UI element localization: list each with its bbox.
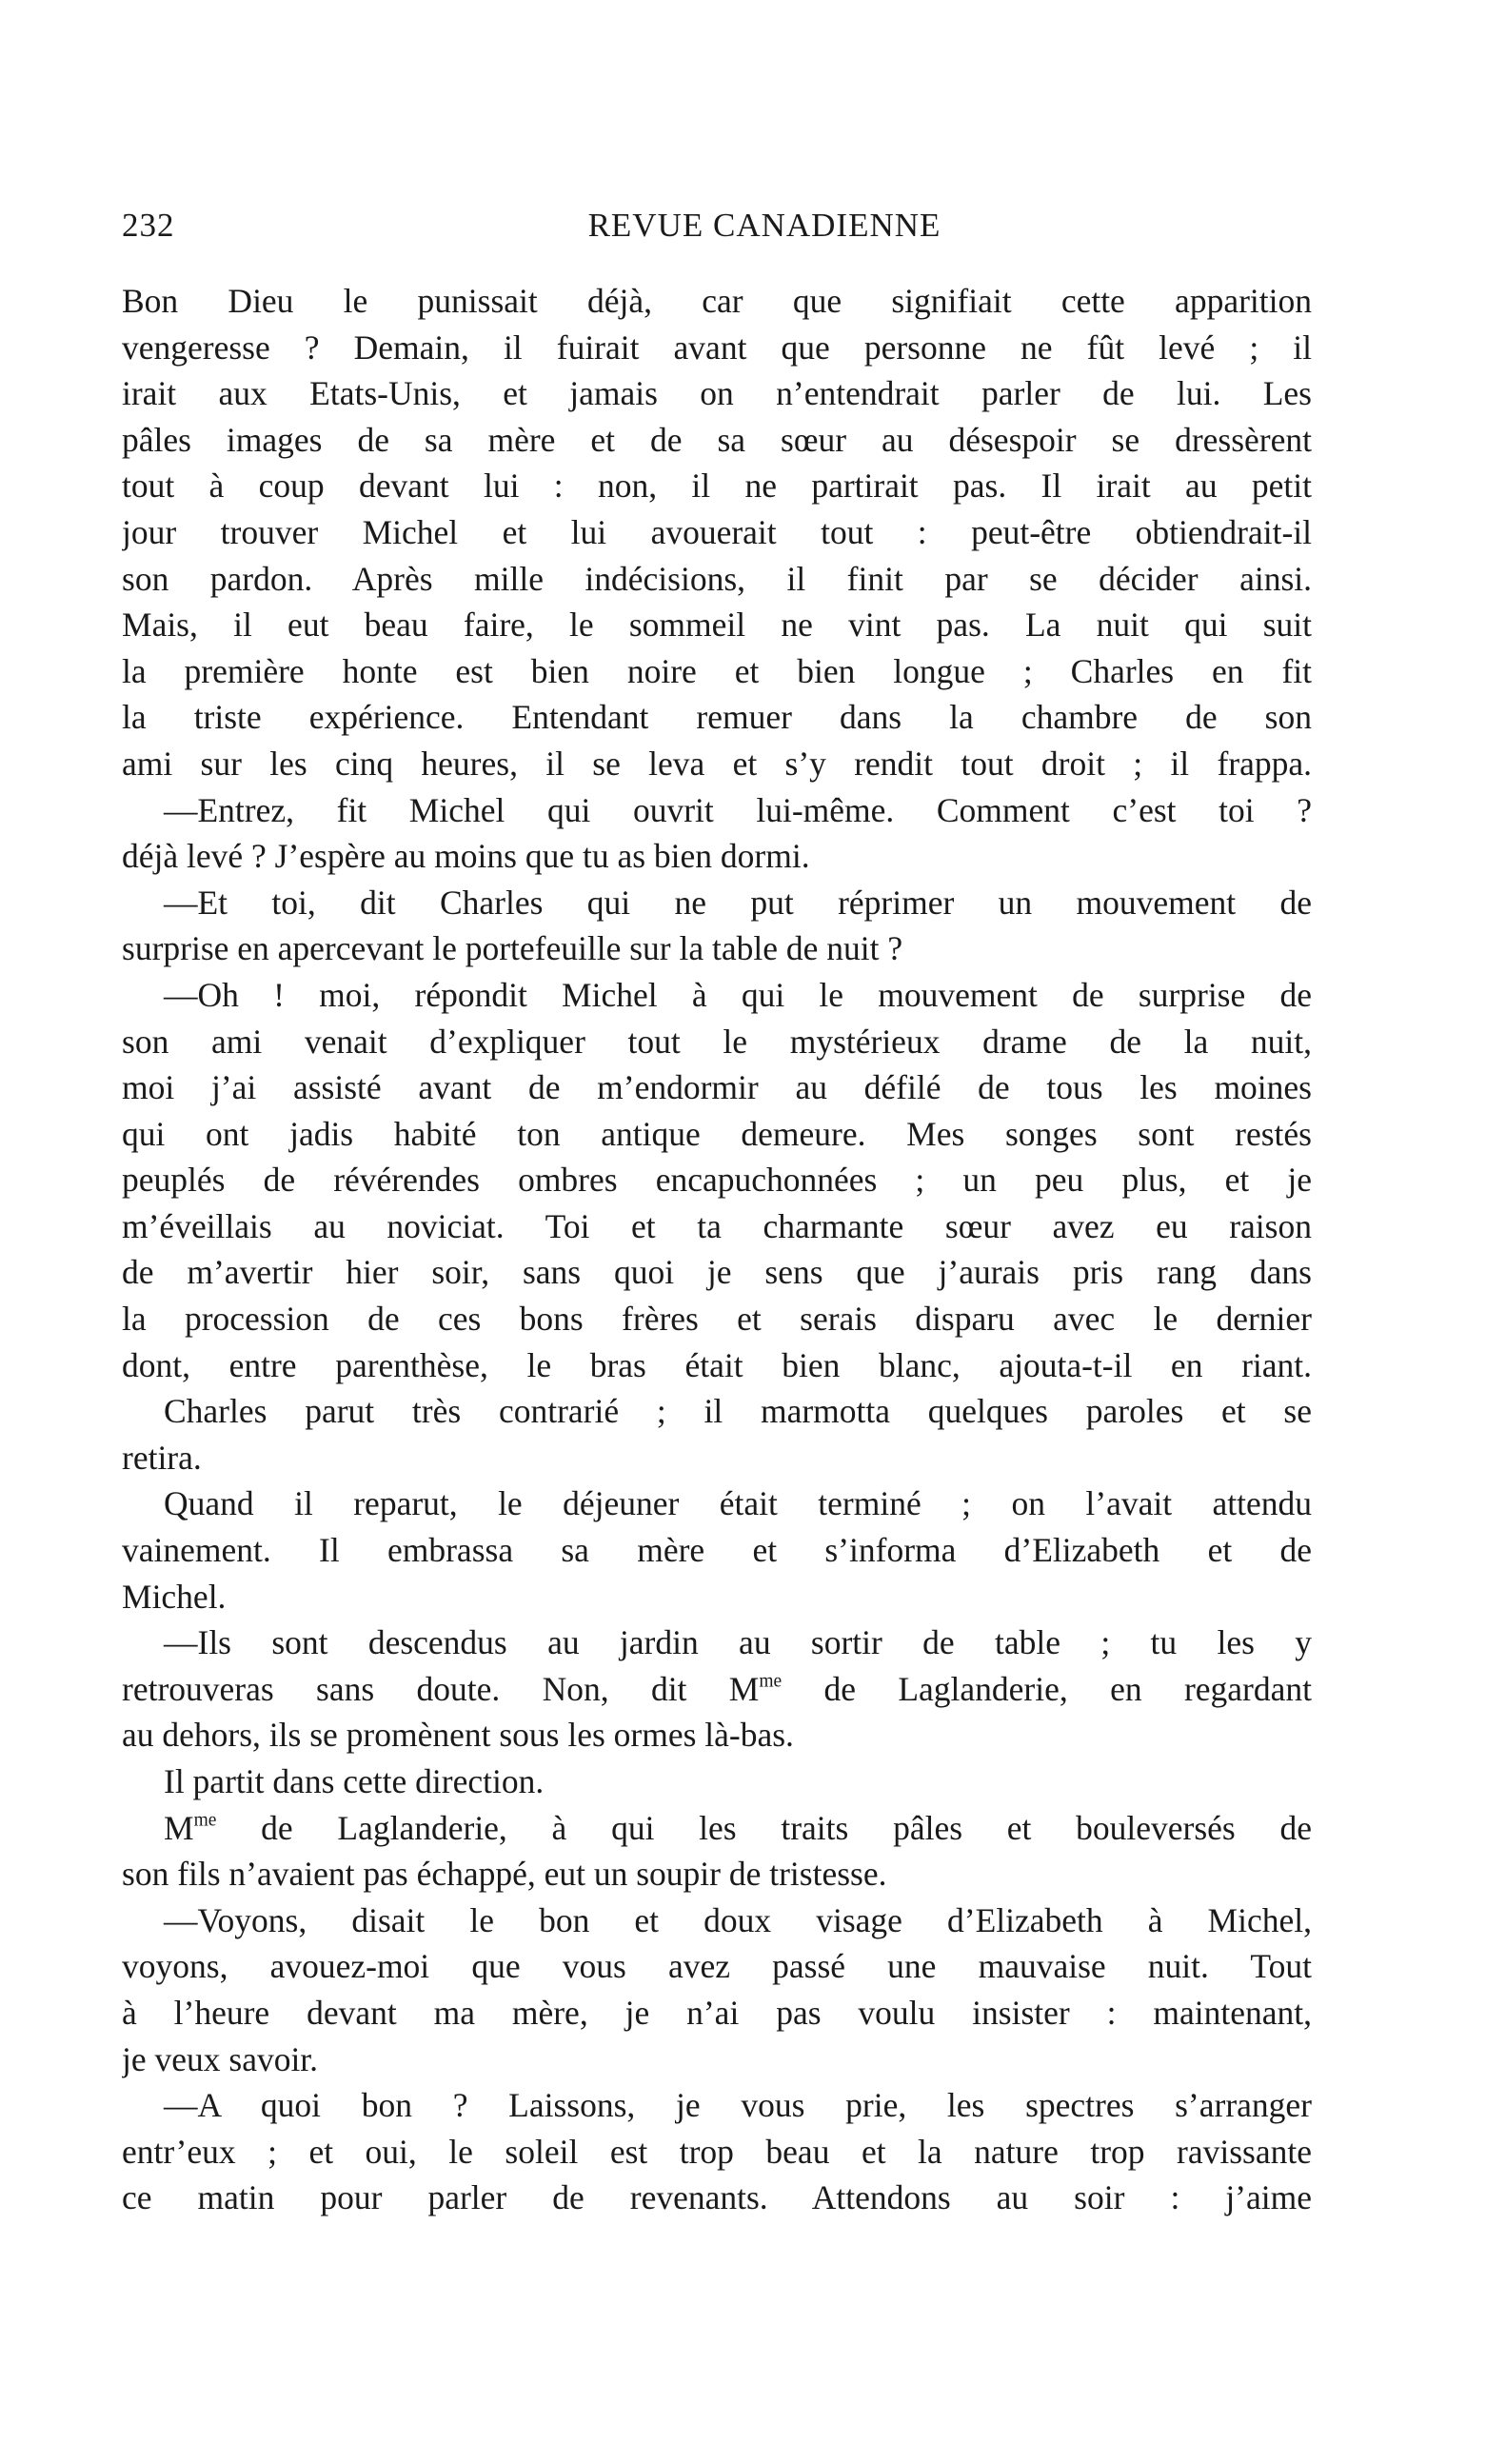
text-line: de m’avertir hier soir, sans quoi je sens que j’aurais pris rang dans [122,1253,1312,1292]
text-line: Mais, il eut beau faire, le sommeil ne vint pas. La nuit qui suit [122,606,1312,645]
text-line: la triste expérience. Entendant remuer dans la chambre de son [122,698,1312,737]
text-line: retira. [122,1438,202,1477]
body-text [122,278,1312,2221]
text-line: —Ils sont descendus au jardin au sortir de table ; tu les y [164,1623,1312,1662]
text-line: —Entrez, fit Michel qui ouvrit lui-même. Comment c’est toi ? [164,790,1312,829]
text-segment: de Laglanderie, en regardant [782,1669,1312,1708]
text-line: m’éveillais au noviciat. Toi et ta charmante sœur avez eu raison [122,1206,1312,1245]
text-line: au dehors, ils se promènent sous les ormes là-bas. [122,1716,794,1755]
text-line: la première honte est bien noire et bien longue ; Charles en fit [122,651,1312,690]
text-segment: de Laglanderie, à qui les traits pâles et bouleversés de [216,1808,1312,1847]
text-line [122,1805,1312,1852]
text-line: son pardon. Après mille indécisions, il finit par se décider ainsi. [122,559,1312,598]
text-line: dont, entre parenthèse, le bras était bien blanc, ajouta-t-il en riant. [122,1345,1312,1384]
text-line: tout à coup devant lui : non, il ne partirait pas. Il irait au petit [122,467,1312,506]
text-line: ce matin pour parler de revenants. Attendons au soir : j’aime [122,2178,1312,2217]
text-line: Bon Dieu le punissait déjà, car que signifiait cette apparition [122,282,1312,320]
text-line: entr’eux ; et oui, le soleil est trop beau et la nature trop ravissante [122,2132,1312,2171]
journal-title: REVUE CANADIENNE [587,207,941,244]
text-line: son ami venait d’expliquer tout le mystérieux drame de la nuit, [122,1022,1312,1061]
text-line: qui ont jadis habité ton antique demeure. Mes songes sont restés [122,1114,1312,1153]
text-line: pâles images de sa mère et de sa sœur au désespoir se dressèrent [122,420,1312,459]
text-line: voyons, avouez-moi que vous avez passé une mauvaise nuit. Tout [122,1947,1312,1986]
text-line: irait aux Etats-Unis, et jamais on n’entendrait parler de lui. Les [122,374,1312,413]
text-line: vainement. Il embrassa sa mère et s’informa d’Elizabeth et de [122,1531,1312,1570]
text-line: jour trouver Michel et lui avouerait tout : peut-être obtiendrait-il [122,512,1312,551]
superscript-abbreviation: me [193,1809,217,1830]
text-segment: retrouveras sans doute. Non, dit M [122,1669,760,1708]
text-line: Charles parut très contrarié ; il marmotta quelques paroles et se [164,1392,1312,1431]
text-line: déjà levé ? J’espère au moins que tu as bien dormi. [122,837,810,876]
text-line: Il partit dans cette direction. [164,1762,545,1800]
text-line: son fils n’avaient pas échappé, eut un soupir de tristesse. [122,1855,887,1894]
text-line: Michel. [122,1577,227,1616]
superscript-abbreviation: me [759,1671,783,1692]
running-head [122,202,1312,249]
text-line: vengeresse ? Demain, il fuirait avant que personne ne fût levé ; il [122,328,1312,367]
text-line: ami sur les cinq heures, il se leva et s’y rendit tout droit ; il frappa. [122,744,1312,783]
text-line: Quand il reparut, le déjeuner était terminé ; on l’avait attendu [164,1484,1312,1523]
text-segment: M [164,1808,194,1847]
text-line: la procession de ces bons frères et serais disparu avec le dernier [122,1300,1312,1339]
text-line: —A quoi bon ? Laissons, je vous prie, les spectres s’arranger [164,2086,1312,2125]
text-line: moi j’ai assisté avant de m’endormir au défilé de tous les moines [122,1068,1312,1107]
text-line: —Et toi, dit Charles qui ne put réprimer un mouvement de [164,883,1312,922]
text-line [122,1666,1312,1713]
text-line: je veux savoir. [122,2039,319,2078]
page-number: 232 [122,207,175,244]
text-line: peuplés de révérendes ombres encapuchonnées ; un peu plus, et je [122,1161,1312,1200]
text-line: —Voyons, disait le bon et doux visage d’Elizabeth à Michel, [164,1900,1312,1939]
text-line: —Oh ! moi, répondit Michel à qui le mouvement de surprise de [164,975,1312,1014]
text-line: à l’heure devant ma mère, je n’ai pas voulu insister : maintenant, [122,1993,1312,2032]
text-line: surprise en apercevant le portefeuille sur la table de nuit ? [122,929,903,968]
